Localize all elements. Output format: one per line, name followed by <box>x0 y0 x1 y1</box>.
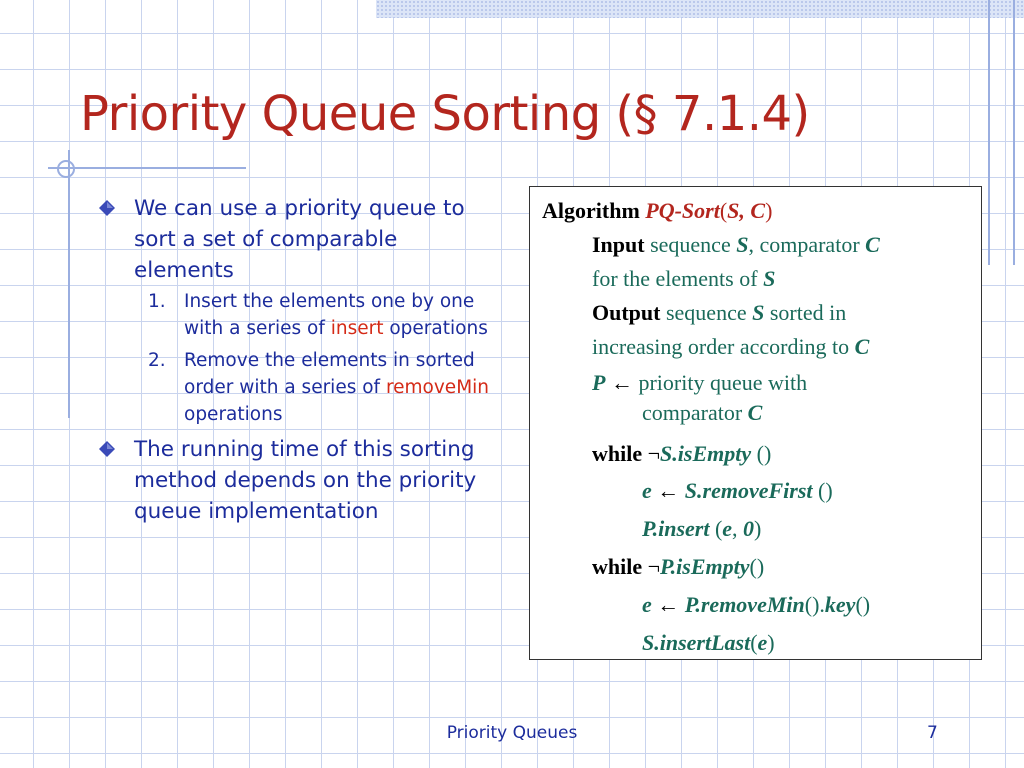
algo-text: priority queue with <box>638 370 808 395</box>
pq-assign-line-2 <box>542 398 981 428</box>
item-number: 1. <box>148 291 166 312</box>
algo-text: () <box>749 554 765 579</box>
algo-text: () <box>812 478 833 503</box>
algo-expr: key <box>824 592 856 617</box>
item-text <box>184 288 498 342</box>
algo-text: (). <box>804 592 825 617</box>
arrow-icon: ← <box>605 370 639 395</box>
algo-expr: S.isEmpty <box>660 441 752 466</box>
numbered-item <box>148 347 498 428</box>
left-vertical-rule <box>68 150 70 418</box>
page-number: 7 <box>927 723 938 743</box>
item-number: 2. <box>148 350 166 371</box>
arrow-icon: ← <box>651 478 685 503</box>
algo-expr: S.insertLast <box>642 630 751 655</box>
algo-text: ( <box>750 630 758 655</box>
algorithm-name: PQ-Sort <box>645 198 720 223</box>
algo-var: 0 <box>743 516 755 541</box>
item-text-part: operations <box>383 318 488 339</box>
paren: ) <box>765 198 773 223</box>
algo-text: sequence <box>660 300 753 325</box>
insert-last-line <box>542 624 981 662</box>
algorithm-box <box>529 186 982 660</box>
algo-var: e <box>642 478 652 503</box>
paren: ( <box>719 198 728 223</box>
bullet-text: The running time of this sorting method depends on the priority queue implementation <box>134 437 477 524</box>
item-text-part: Insert the elements one by one with a series of <box>184 291 475 339</box>
algo-var: C <box>854 334 870 359</box>
algo-text: sorted in <box>764 300 847 325</box>
numbered-list <box>148 288 498 428</box>
algo-text: ) <box>767 630 775 655</box>
circle-ornament <box>57 160 75 178</box>
algo-var: e <box>722 516 733 541</box>
algo-var: C <box>865 232 880 257</box>
algo-text: increasing order according to <box>592 334 855 359</box>
output-label: Output <box>592 300 661 325</box>
algorithm-params: S, C <box>727 198 766 223</box>
arrow-icon: ← <box>651 592 685 617</box>
algo-var: S <box>736 232 749 257</box>
while-keyword: while <box>592 554 643 579</box>
algo-var: S <box>752 300 765 325</box>
algo-var: P <box>592 370 606 395</box>
insert-line <box>542 510 981 548</box>
output-line <box>542 296 981 330</box>
footer-title: Priority Queues <box>446 723 578 743</box>
item-text-part: Remove the elements in sorted order with a series of <box>184 350 475 398</box>
algo-text: () <box>751 441 772 466</box>
algo-text: , <box>732 516 744 541</box>
top-decorative-band <box>376 0 1024 18</box>
while-line-2 <box>542 548 981 586</box>
bullet-item <box>98 193 498 286</box>
slide-title: Priority Queue Sorting (§ 7.1.4) <box>80 86 810 142</box>
algo-expr: P.insert <box>642 516 710 541</box>
algo-text: sequence <box>644 232 737 257</box>
diamond-bullet-icon <box>98 199 116 217</box>
input-line <box>542 228 981 262</box>
while-keyword: while <box>592 441 643 466</box>
diamond-bullet-icon <box>98 440 116 458</box>
remove-min-line <box>542 586 981 624</box>
bullet-item <box>98 434 498 527</box>
not-symbol: ¬ <box>642 441 661 466</box>
algo-expr: P.isEmpty <box>660 554 750 579</box>
algo-expr: S.removeFirst <box>684 478 813 503</box>
algo-text: () <box>855 592 871 617</box>
algorithm-keyword: Algorithm <box>542 198 640 223</box>
algo-text: for the elements of <box>592 266 764 291</box>
right-vertical-rule <box>988 0 990 265</box>
algo-text: ) <box>754 516 762 541</box>
pq-assign-line <box>542 368 981 398</box>
algo-var: e <box>642 592 652 617</box>
bullet-list <box>98 193 498 529</box>
algo-text: , comparator <box>748 232 866 257</box>
algo-var: C <box>747 400 763 425</box>
output-line-2 <box>542 330 981 364</box>
algo-var: e <box>757 630 768 655</box>
not-symbol: ¬ <box>642 554 661 579</box>
input-label: Input <box>592 232 645 257</box>
title-underline <box>48 167 246 169</box>
algo-text: ( <box>709 516 723 541</box>
algo-var: S <box>763 266 776 291</box>
remove-first-line <box>542 472 981 510</box>
keyword-removemin: removeMin <box>385 377 490 398</box>
bullet-text: We can use a priority queue to sort a set of comparable elements <box>134 196 465 283</box>
item-text-part: operations <box>184 404 283 425</box>
algorithm-header <box>542 194 981 228</box>
item-text <box>184 347 498 428</box>
numbered-item <box>148 288 498 342</box>
algo-text: comparator <box>642 400 748 425</box>
while-line-1 <box>542 436 981 472</box>
algo-expr: P.removeMin <box>684 592 805 617</box>
keyword-insert: insert <box>330 318 384 339</box>
right-vertical-rule-2 <box>1013 0 1015 265</box>
input-line-2 <box>542 262 981 296</box>
